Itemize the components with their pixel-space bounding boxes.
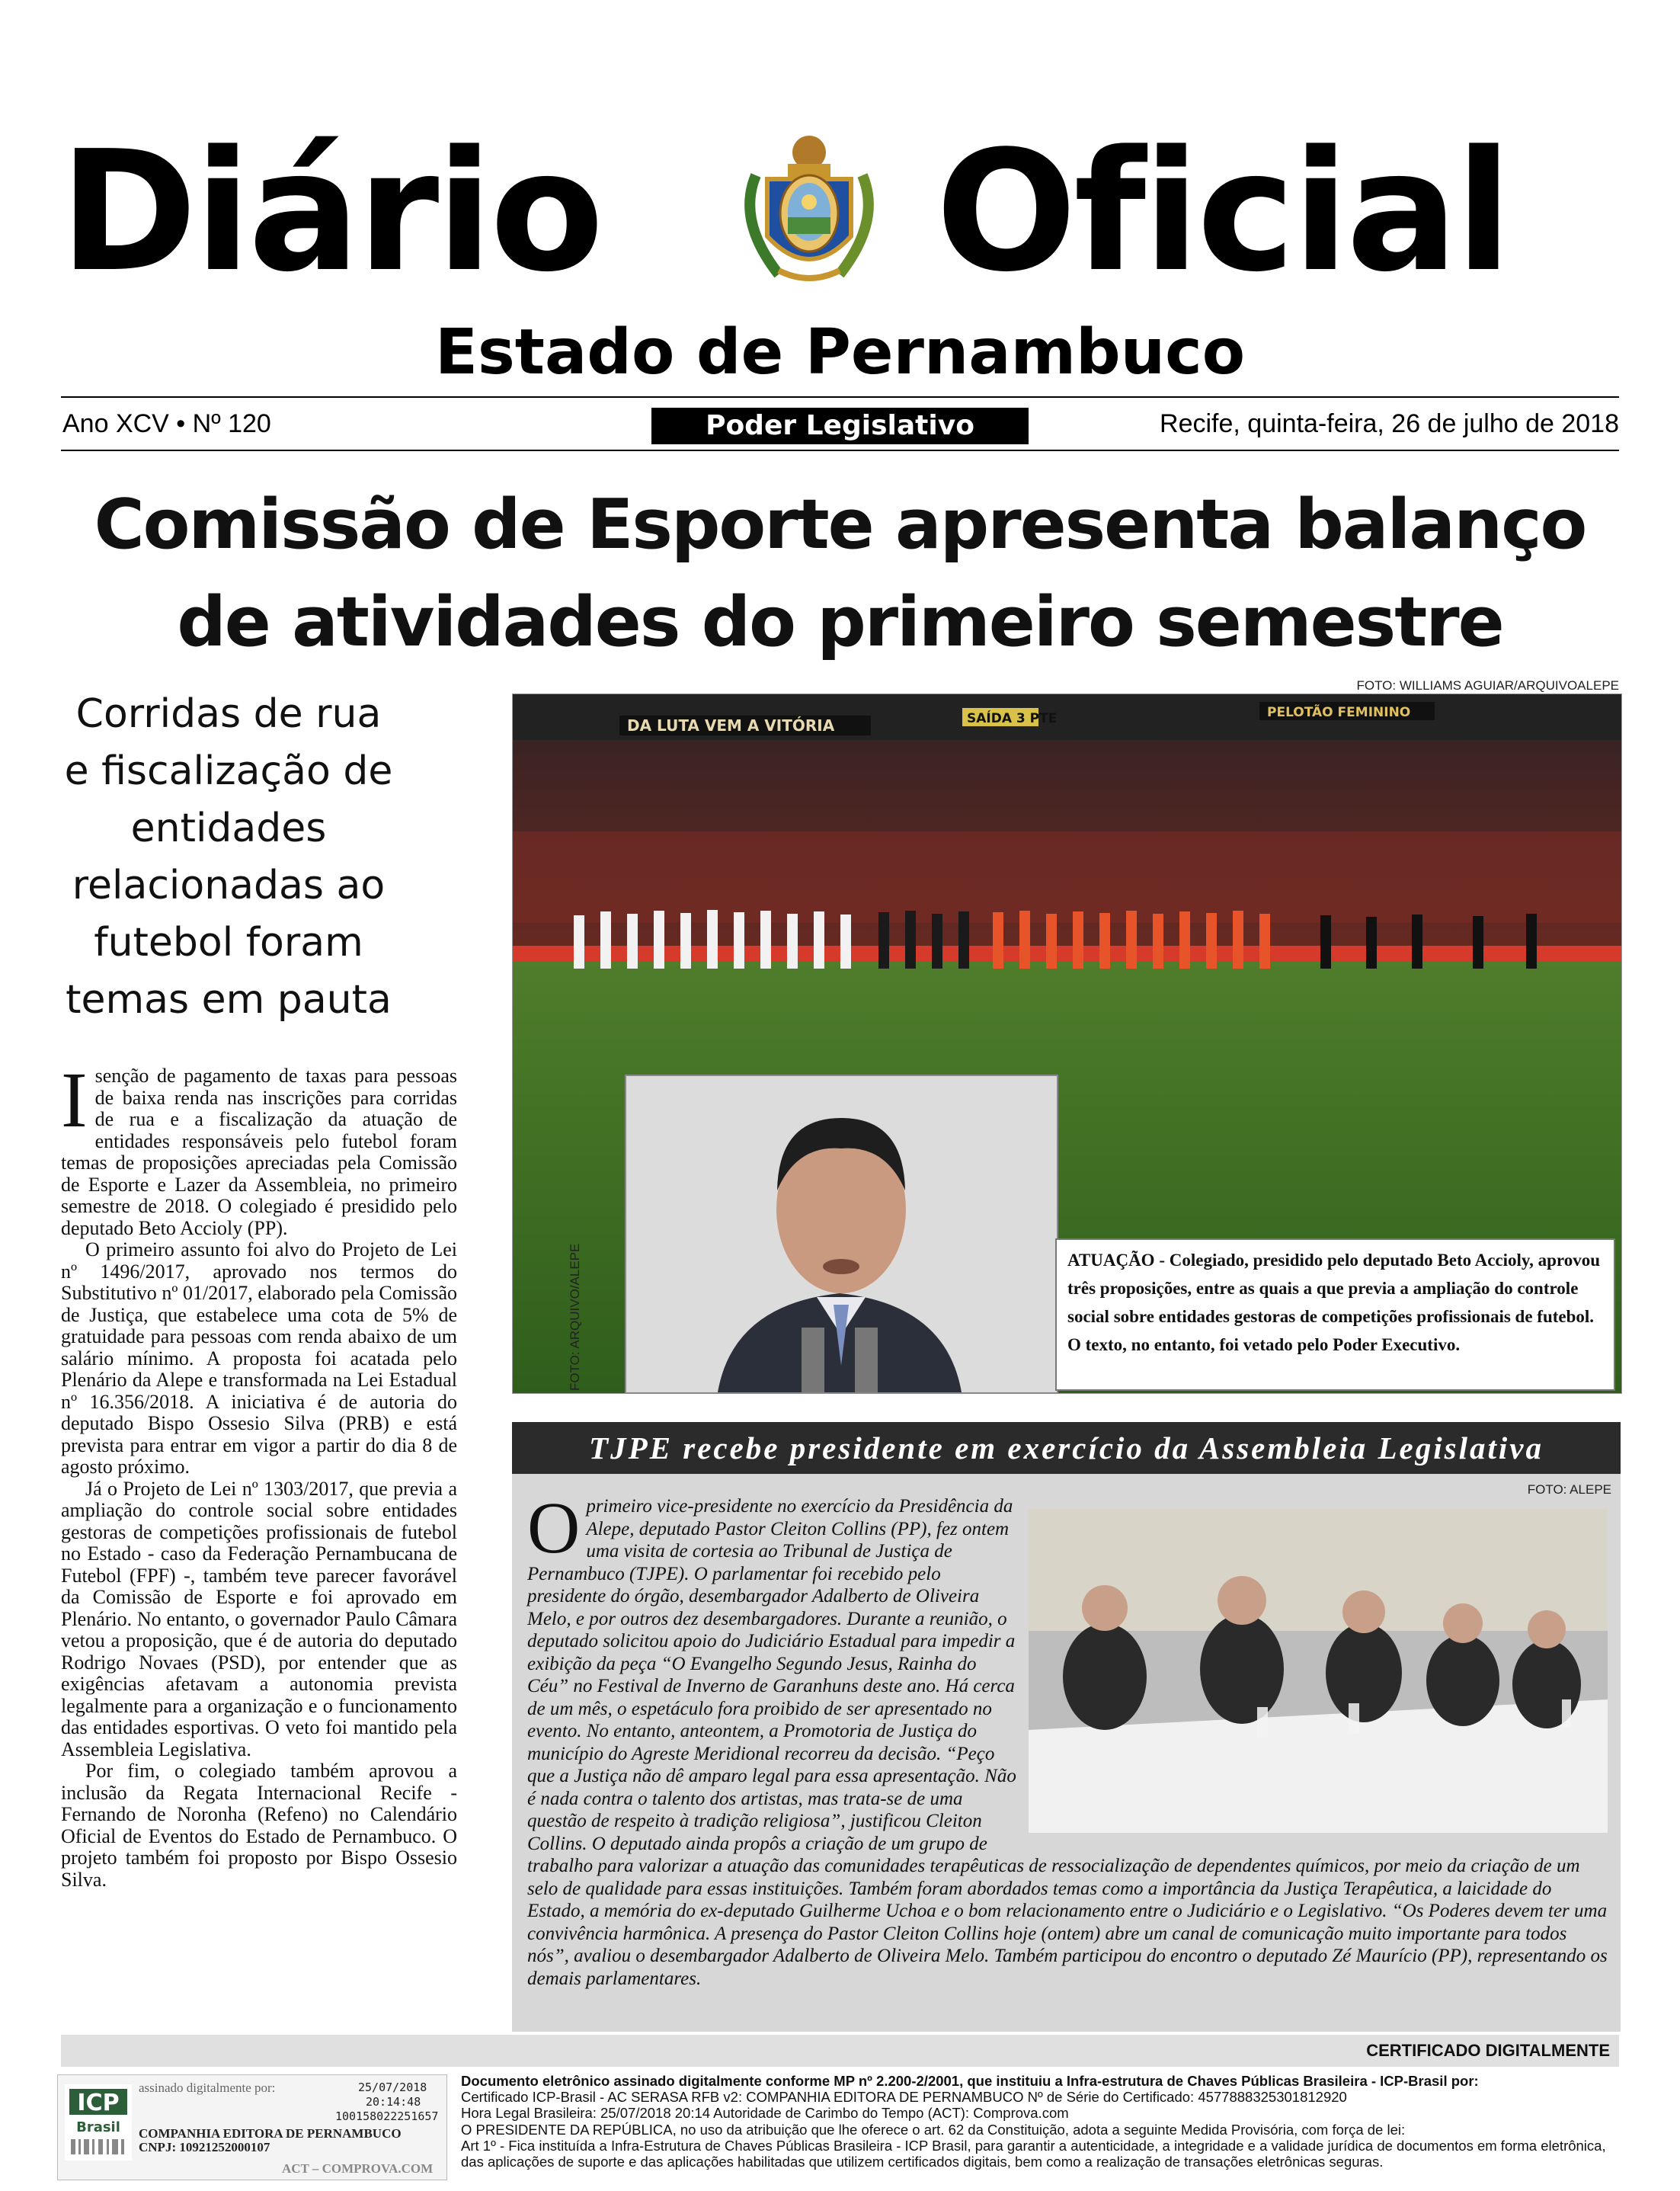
masthead-rule-bottom (61, 450, 1619, 451)
deck-line: e fiscalização de (64, 748, 393, 794)
banner-text: PELOTÃO FEMININO (1267, 705, 1411, 720)
doc-line: O PRESIDENTE DA REPÚBLICA, no uso da atribuição que lhe oferece o art. 62 da Constituição, adota a seguinte Medida Provisória, com força de lei: (461, 2121, 1406, 2138)
edition-number: Ano XCV • Nº 120 (62, 409, 271, 438)
portrait-photo (625, 1075, 1058, 1394)
masthead-title-right: Oficial (936, 116, 1509, 309)
article-body (61, 1056, 457, 1891)
body-paragraph-1 (61, 1056, 457, 1239)
signed-label: assinado digitalmente por: (139, 2080, 276, 2095)
photo-caption: ATUAÇÃO - Colegiado, presidido pelo deputado Beto Accioly, aprovou três proposições, entre as quais a que previa a ampliação do controle social sobre entidades gestoras de competições profissionais de futebol. O texto, no entanto, foi vetado pelo Poder Executivo. (1055, 1238, 1615, 1391)
banner-text: DA LUTA VEM A VITÓRIA (627, 716, 835, 735)
deck-line: temas em pauta (66, 977, 392, 1023)
doc-line: Documento eletrônico assinado digitalmente conforme MP nº 2.200-2/2001, que instituiu a Infra-estrutura de Chaves Públicas Brasileira - ICP-Brasil por: (461, 2073, 1479, 2089)
certified-bar: CERTIFICADO DIGITALMENTE (61, 2035, 1619, 2067)
drop-cap: O (527, 1487, 581, 1568)
company-name: COMPANHIA EDITORA DE PERNAMBUCO (139, 2126, 402, 2141)
article2-title: TJPE recebe presidente em exercício da Assembleia Legislativa (512, 1422, 1621, 1474)
company-cnpj: CNPJ: 10921252000107 (139, 2140, 270, 2154)
doc-line: Art 1º - Fica instituída a Infra-Estrutura de Chaves Públicas Brasileira - ICP Brasil, para garantir a autenticidade, a integridade e a validade jurídica de documentos em forma eletrônica, (461, 2137, 1606, 2154)
headline-line-2: de atividades do primeiro semestre (177, 582, 1503, 662)
body-text: senção de pagamento de taxas para pessoas de baixa renda nas inscrições para corridas de rua e a fiscalização da atuação de entidades responsáveis pelo futebol foram temas de proposições apreciadas pela Comissão de Esporte e Lazer da Assembleia, no primeiro semestre de 2018. O colegiado é presidido pelo deputado Beto Accioly (PP). (61, 1065, 457, 1239)
drop-cap: I (61, 1056, 88, 1144)
body-paragraph-3: Já o Projeto de Lei nº 1303/2017, que previa a ampliação do controle social sobre entidades gestoras de competições profissionais de futebol no Estado - caso da Federação Pernambucana de Futebol (FPF) -, também teve parecer favorável da Comissão de Esporte e foi aprovado em Plenário. No entanto, o governador Paulo Câmara vetou a proposição, que é de autoria do deputado Rodrigo Novaes (PSD), por entender que as exigências afetavam a autonomia prevista legalmente para a organização e o funcionamento das entidades esportivas. O veto foi mantido pela Assembleia Legislativa. (61, 1477, 457, 1760)
act-label: ACT – COMPROVA.COM (282, 2161, 434, 2176)
sig-serial: 100158022251657 (335, 2109, 439, 2123)
deck-line: futebol foram (94, 920, 363, 966)
icp-text: Brasil (76, 2119, 120, 2135)
issue-date: Recife, quinta-feira, 26 de julho de 2018 (1160, 409, 1619, 438)
deck-line: Corridas de rua (75, 691, 382, 737)
pernambuco-coat-of-arms-icon (733, 130, 885, 290)
masthead-rule-top (61, 396, 1619, 398)
article-deck (53, 686, 404, 1029)
doc-line: das aplicações de suporte e das aplicações habilitadas que utilizem certificados digitais, bem como a realização de transações eletrônicas seguras. (461, 2154, 1384, 2170)
deck-line: relacionadas ao (72, 863, 386, 908)
icp-brasil-logo (65, 2084, 132, 2161)
masthead-subtitle: Estado de Pernambuco (434, 316, 1246, 389)
main-headline (46, 476, 1634, 671)
document-certification-info (461, 2073, 1619, 2170)
photo-credit: FOTO: WILLIAMS AGUIAR/ARQUIVOALEPE (1356, 678, 1619, 693)
masthead-title-left: Diário (59, 116, 601, 309)
portrait-credit (568, 1345, 583, 1391)
body-paragraph-4: Por fim, o colegiado também aprovou a inclusão da Regata Internacional Recife - Fernando de Noronha (Refeno) no Calendário Oficial de Eventos do Estado de Pernambuco. O projeto também foi proposto por Bispo Ossesio Silva. (61, 1760, 457, 1891)
photo-spacer (1019, 1495, 1609, 1843)
section-label: Poder Legislativo (651, 408, 1029, 444)
article2-text: primeiro vice-presidente no exercício da Presidência da Alepe, deputado Pastor Cleiton Collins (PP), fez ontem uma visita de cortesia ao Tribunal de Justiça de Pernambuco (TJPE). O parlamentar foi recebido pelo presidente do órgão, desembargador Adalberto de Oliveira Melo, e por outros dez desembargadores. Durante a reunião, o deputado solicitou apoio do Judiciário Estadual para impedir a exibição da peça “O Evangelho Segundo Jesus, Rainha do Céu” no Festival de Inverno de Garanhuns deste ano. Há cerca de um mês, o espetáculo fora proibido de ser apresentado no evento. No entanto, anteontem, a Promotoria de Justiça do município do Agreste Meridional recorreu da decisão. “Peço que a Justiça não dê amparo legal para essa apresentação. Não é nada contra o talento dos artistas, mas trata-se de uma questão de respeito à tradição religiosa”, justificou Cleiton Collins. O deputado ainda propôs a criação de um grupo de trabalho para valorizar a atuação das comunidades terapêuticas de ressocialização de dependentes químicos, por meio da criação de um selo de qualidade para essas instituições. Também foram abordados temas como a importância da Justiça Terapêutica, a laicidade do Estado, a memória do ex-deputado Guilherme Uchoa e o bom relacionamento entre o Judiciário e o Legislativo. “Os Poderes devem ter uma convivência harmônica. A presença do Pastor Cleiton Collins hoje (ontem) abre um canal de comunicação muito importante para todos nós”, avaliou o desembargador Adalberto de Oliveira Melo. Também participou do encontro o deputado Zé Maurício (PP), representando os demais parlamentares. (527, 1496, 1608, 1989)
article2-photo-credit: FOTO: ALEPE (1527, 1482, 1611, 1497)
doc-line: Certificado ICP-Brasil - AC SERASA RFB v2: COMPANHIA EDITORA DE PERNAMBUCO Nº de Série do Certificado: 4577888325301812920 (461, 2089, 1347, 2106)
icp-text: ICP (77, 2090, 120, 2116)
headline-line-1: Comissão de Esporte apresenta balanço (94, 485, 1586, 565)
body-paragraph-2: O primeiro assunto foi alvo do Projeto de Lei nº 1496/2017, aprovado nos termos do Substitutivo nº 01/2017, elaborado pela Comissão de Justiça, que estabelece uma cota de 5% de gratuidade para pessoas com renda abaixo de um salário mínimo. A proposta foi acatada pelo Plenário da Alepe e transformada na Lei Estadual nº 16.356/2018. A iniciativa é de autoria do deputado Bispo Ossesio Silva (PRB) e está prevista para entrar em vigor a partir do dia 8 de agosto próximo. (61, 1238, 457, 1478)
sig-time: 20:14:48 (366, 2095, 421, 2109)
sig-date: 25/07/2018 (358, 2080, 427, 2094)
doc-line: Hora Legal Brasileira: 25/07/2018 20:14 Autoridade de Carimbo do Tempo (ACT): Comprova.com (461, 2105, 1069, 2122)
banner-text: SAÍDA 3 PTE (967, 711, 1058, 726)
deck-line: entidades (130, 806, 327, 851)
